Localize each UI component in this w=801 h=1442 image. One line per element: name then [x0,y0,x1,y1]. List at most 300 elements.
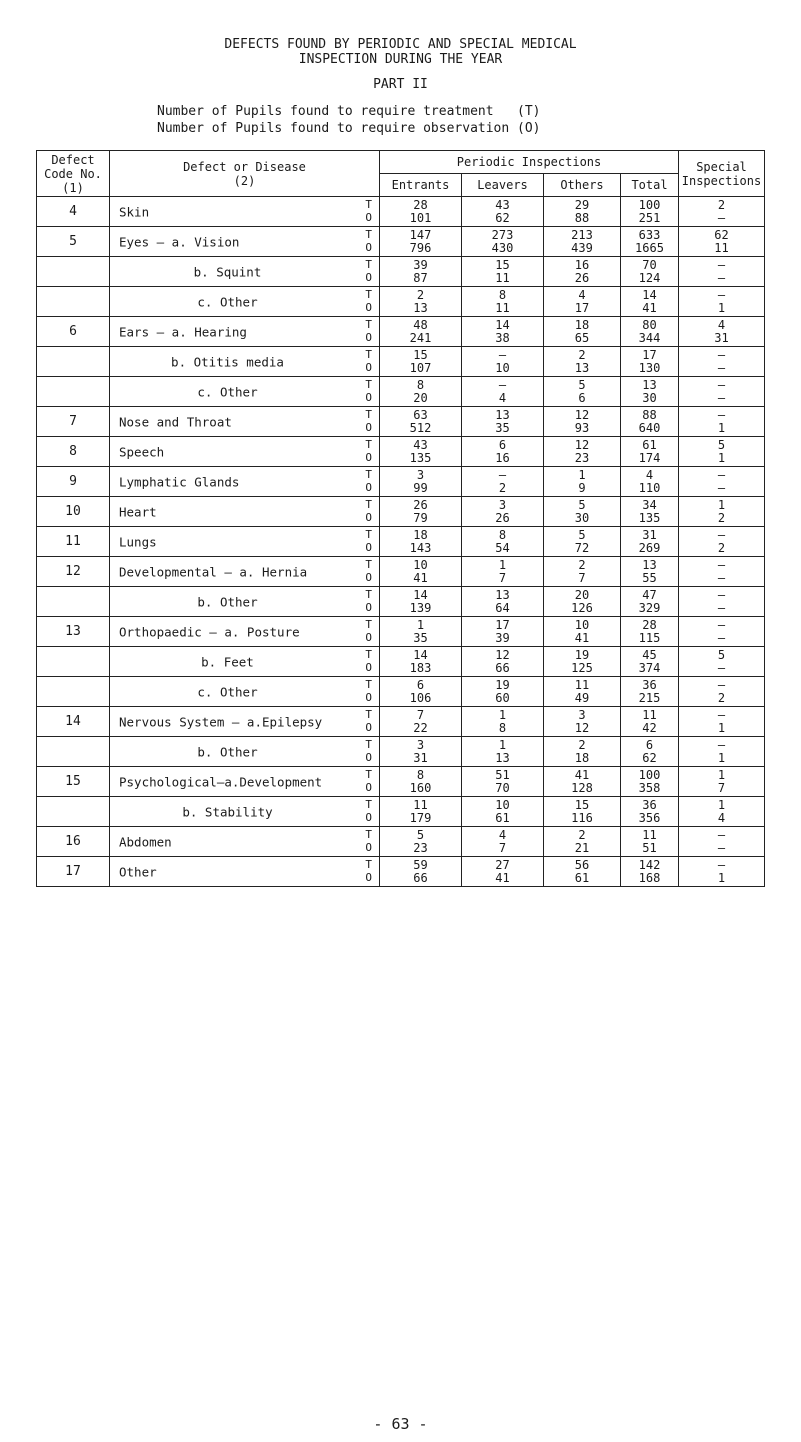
total-treatment-value: 31 [642,527,657,542]
treatment-marker: T [365,228,372,241]
leavers-cell [462,467,544,497]
total-cell [621,557,679,587]
defect-name: b. Feet [201,654,254,669]
observation-marker: O [365,781,372,794]
others-cell [544,197,621,227]
others-treatment-value: 12 [574,437,590,452]
defect-code: 7 [37,407,110,437]
others-cell [544,407,621,437]
observation-marker: O [365,361,372,374]
defect-code [37,797,110,827]
special-observation-value: 2 [717,510,726,525]
total-cell [621,257,679,287]
others-cell [544,227,621,257]
table-row [37,707,765,737]
to-markers [365,198,372,224]
to-markers [365,618,372,644]
total-treatment-value: 100 [638,767,661,782]
entrants-treatment-value: 6 [416,677,425,692]
others-treatment-value: 2 [578,827,586,842]
special-treatment-value: – [717,347,726,362]
entrants-observation-value: 160 [409,780,432,795]
others-observation-value: 65 [574,330,590,345]
treatment-marker: T [365,558,372,571]
special-treatment-value: 5 [717,437,726,452]
total-observation-value: 1665 [635,240,664,255]
total-cell [621,197,679,227]
entrants-treatment-value: 26 [413,497,428,512]
to-markers [365,408,372,434]
entrants-observation-value: 143 [409,540,432,555]
entrants-treatment-value: 1 [416,617,425,632]
defect-code [37,347,110,377]
leavers-treatment-value: 13 [495,587,510,602]
others-cell [544,617,621,647]
others-cell [544,527,621,557]
leavers-cell [462,587,544,617]
others-observation-value: 13 [574,360,590,375]
leavers-observation-value: 10 [495,360,510,375]
special-treatment-value: – [717,827,726,842]
entrants-treatment-value: 10 [413,557,428,572]
header-special: Special Inspections [679,151,765,197]
entrants-observation-value: 79 [413,510,428,525]
defect-code: 14 [37,707,110,737]
defect-name: b. Other [197,594,258,609]
total-treatment-value: 28 [642,617,657,632]
defect-code [37,287,110,317]
total-cell [621,467,679,497]
others-treatment-value: 20 [574,587,590,602]
entrants-observation-value: 106 [409,690,432,705]
special-cell [679,557,765,587]
entrants-observation-value: 101 [409,210,432,225]
entrants-observation-value: 183 [409,660,432,675]
others-cell [544,557,621,587]
total-observation-value: 329 [638,600,661,615]
leavers-cell [462,557,544,587]
observation-marker: O [365,841,372,854]
others-treatment-value: 19 [574,647,590,662]
total-cell [621,317,679,347]
leavers-observation-value: 70 [495,780,510,795]
special-cell [679,527,765,557]
leavers-treatment-value: 8 [498,527,507,542]
defect-code: 11 [37,527,110,557]
total-observation-value: 62 [642,750,657,765]
special-observation-value: 1 [717,750,726,765]
table-row [37,677,765,707]
observation-marker: O [365,661,372,674]
others-cell [544,857,621,887]
defect-name: b. Stability [182,804,273,819]
special-observation-value: – [717,840,726,855]
leavers-treatment-value: 12 [495,647,510,662]
part-label: PART II [373,77,428,92]
table-row [37,527,765,557]
table-row [37,317,765,347]
leavers-treatment-value: – [498,347,507,362]
treatment-marker: T [365,408,372,421]
defect-code [37,677,110,707]
defect-name: b. Other [197,744,258,759]
leavers-observation-value: 61 [495,810,510,825]
special-cell [679,317,765,347]
total-cell [621,707,679,737]
special-treatment-value: 2 [717,197,726,212]
leavers-observation-value: 66 [495,660,510,675]
header-entrants: Entrants [380,174,462,197]
entrants-observation-value: 66 [413,870,428,885]
entrants-treatment-value: 15 [413,347,428,362]
entrants-observation-value: 31 [413,750,428,765]
special-treatment-value: 1 [717,767,726,782]
special-cell [679,407,765,437]
entrants-observation-value: 135 [409,450,432,465]
special-observation-value: 1 [717,420,726,435]
total-treatment-value: 4 [645,467,654,482]
others-observation-value: 126 [571,600,593,615]
total-observation-value: 51 [642,840,657,855]
others-observation-value: 116 [571,810,593,825]
leavers-observation-value: 13 [495,750,510,765]
special-observation-value: – [717,270,726,285]
defect-name: Psychological–a.Development [119,774,323,789]
special-cell [679,797,765,827]
observation-marker: O [365,211,372,224]
special-cell [679,287,765,317]
observation-marker: O [365,481,372,494]
to-markers [365,498,372,524]
defect-cell [110,587,380,617]
leavers-treatment-value: 10 [495,797,510,812]
to-markers [365,558,372,584]
treatment-marker: T [365,858,372,871]
treatment-marker: T [365,318,372,331]
defect-cell [110,467,380,497]
leavers-observation-value: 26 [495,510,510,525]
total-observation-value: 269 [638,540,661,555]
defects-table [36,150,765,887]
entrants-observation-value: 139 [409,600,432,615]
leavers-cell [462,617,544,647]
total-observation-value: 55 [642,570,657,585]
total-cell [621,407,679,437]
entrants-cell [380,287,462,317]
to-markers [365,858,372,884]
defect-name: b. Otitis media [171,354,284,369]
others-cell [544,347,621,377]
special-treatment-value: 1 [717,497,726,512]
defect-cell [110,437,380,467]
defect-code: 12 [37,557,110,587]
special-treatment-value: 5 [717,647,726,662]
entrants-observation-value: 512 [409,420,432,435]
observation-marker: O [365,331,372,344]
total-observation-value: 30 [642,390,657,405]
entrants-observation-value: 99 [413,480,428,495]
table-row [37,257,765,287]
total-observation-value: 344 [638,330,661,345]
header-others: Others [544,174,621,197]
entrants-treatment-value: 11 [413,797,428,812]
total-observation-value: 168 [638,870,661,885]
entrants-cell [380,257,462,287]
leavers-cell [462,347,544,377]
to-markers [365,648,372,674]
defect-cell [110,857,380,887]
others-treatment-value: 2 [578,347,586,362]
header-leavers: Leavers [462,174,544,197]
total-observation-value: 124 [638,270,661,285]
entrants-cell [380,467,462,497]
special-cell [679,737,765,767]
leavers-cell [462,437,544,467]
entrants-treatment-value: 14 [413,587,428,602]
legend [157,103,541,137]
table-row [37,227,765,257]
leavers-cell [462,767,544,797]
others-observation-value: 30 [574,510,590,525]
total-cell [621,227,679,257]
total-cell [621,377,679,407]
entrants-treatment-value: 59 [413,857,428,872]
others-observation-value: 439 [571,240,593,255]
to-markers [365,708,372,734]
leavers-cell [462,857,544,887]
others-treatment-value: 4 [578,287,586,302]
defect-cell [110,617,380,647]
others-cell [544,587,621,617]
total-treatment-value: 36 [642,797,657,812]
others-cell [544,467,621,497]
observation-marker: O [365,691,372,704]
defect-cell [110,707,380,737]
others-observation-value: 88 [574,210,590,225]
to-markers [365,288,372,314]
leavers-cell [462,407,544,437]
special-treatment-value: 1 [717,797,726,812]
treatment-marker: T [365,738,372,751]
total-treatment-value: 45 [642,647,657,662]
observation-marker: O [365,391,372,404]
total-cell [621,737,679,767]
defect-code [37,587,110,617]
leavers-cell [462,317,544,347]
table-row [37,857,765,887]
defect-cell [110,197,380,227]
leavers-observation-value: 38 [495,330,510,345]
defect-name: Other [119,864,157,879]
leavers-observation-value: 4 [498,390,507,405]
entrants-cell [380,377,462,407]
total-observation-value: 356 [638,810,661,825]
leavers-observation-value: 41 [495,870,510,885]
leavers-cell [462,497,544,527]
total-cell [621,797,679,827]
to-markers [365,588,372,614]
to-markers [365,768,372,794]
entrants-treatment-value: 2 [416,287,425,302]
treatment-marker: T [365,198,372,211]
special-observation-value: 2 [717,690,726,705]
defect-cell [110,767,380,797]
to-markers [365,468,372,494]
special-treatment-value: – [717,527,726,542]
entrants-cell [380,227,462,257]
leavers-cell [462,287,544,317]
entrants-observation-value: 41 [413,570,428,585]
observation-marker: O [365,271,372,284]
others-cell [544,737,621,767]
others-treatment-value: 29 [574,197,590,212]
others-treatment-value: 2 [578,557,586,572]
special-cell [679,437,765,467]
observation-marker: O [365,871,372,884]
table-row [37,287,765,317]
special-cell [679,827,765,857]
treatment-marker: T [365,828,372,841]
entrants-cell [380,197,462,227]
leavers-observation-value: 11 [495,270,510,285]
total-observation-value: 42 [642,720,657,735]
others-observation-value: 23 [574,450,590,465]
others-treatment-value: 10 [574,617,590,632]
defect-cell [110,377,380,407]
others-treatment-value: 1 [578,467,586,482]
total-treatment-value: 100 [638,197,661,212]
to-markers [365,528,372,554]
special-cell [679,617,765,647]
defect-code [37,257,110,287]
leavers-treatment-value: 6 [498,437,507,452]
others-cell [544,257,621,287]
defect-cell [110,347,380,377]
leavers-cell [462,737,544,767]
total-treatment-value: 13 [642,377,657,392]
total-treatment-value: 47 [642,587,657,602]
to-markers [365,378,372,404]
total-treatment-value: 13 [642,557,657,572]
to-markers [365,228,372,254]
entrants-observation-value: 179 [409,810,432,825]
others-observation-value: 93 [574,420,590,435]
header-periodic: Periodic Inspections [380,151,679,174]
others-observation-value: 49 [574,690,590,705]
special-treatment-value: – [717,287,726,302]
special-cell [679,647,765,677]
leavers-treatment-value: 14 [495,317,510,332]
to-markers [365,258,372,284]
defect-code [37,737,110,767]
to-markers [365,438,372,464]
entrants-cell [380,557,462,587]
special-treatment-value: – [717,587,726,602]
entrants-cell [380,647,462,677]
treatment-marker: T [365,798,372,811]
total-cell [621,437,679,467]
table-row [37,737,765,767]
defect-cell [110,287,380,317]
leavers-treatment-value: 17 [495,617,510,632]
observation-marker: O [365,631,372,644]
observation-marker: O [365,451,372,464]
entrants-cell [380,407,462,437]
table-row [37,647,765,677]
defect-code: 13 [37,617,110,647]
special-treatment-value: – [717,557,726,572]
special-treatment-value: – [717,467,726,482]
others-treatment-value: 15 [574,797,590,812]
total-cell [621,767,679,797]
total-treatment-value: 70 [642,257,657,272]
special-observation-value: 31 [714,330,729,345]
defect-name: Speech [119,444,165,459]
defect-name: Abdomen [119,834,172,849]
total-treatment-value: 36 [642,677,657,692]
defect-name: c. Other [197,684,258,699]
leavers-treatment-value: 273 [491,227,514,242]
leavers-treatment-value: 27 [495,857,510,872]
total-cell [621,497,679,527]
defect-code: 4 [37,197,110,227]
entrants-cell [380,347,462,377]
table-row [37,407,765,437]
entrants-cell [380,767,462,797]
table-row [37,497,765,527]
leavers-cell [462,707,544,737]
treatment-marker: T [365,258,372,271]
treatment-marker: T [365,438,372,451]
to-markers [365,798,372,824]
others-cell [544,647,621,677]
header-disease: Defect or Disease (2) [110,151,380,197]
entrants-cell [380,317,462,347]
entrants-treatment-value: 63 [413,407,428,422]
leavers-cell [462,527,544,557]
entrants-treatment-value: 48 [413,317,428,332]
entrants-treatment-value: 43 [413,437,428,452]
total-treatment-value: 17 [642,347,657,362]
leavers-observation-value: 430 [491,240,514,255]
leavers-cell [462,677,544,707]
total-treatment-value: 14 [642,287,657,302]
total-treatment-value: 11 [642,707,657,722]
to-markers [365,318,372,344]
observation-marker: O [365,571,372,584]
total-treatment-value: 61 [642,437,657,452]
total-cell [621,857,679,887]
title-line-2: INSPECTION DURING THE YEAR [298,52,503,67]
entrants-treatment-value: 18 [413,527,428,542]
total-cell [621,287,679,317]
treatment-marker: T [365,468,372,481]
leavers-treatment-value: 43 [495,197,510,212]
observation-marker: O [365,601,372,614]
others-cell [544,317,621,347]
leavers-observation-value: 35 [495,420,510,435]
entrants-cell [380,797,462,827]
defect-name: Lymphatic Glands [119,474,240,489]
table-row [37,437,765,467]
defect-code [37,377,110,407]
special-observation-value: – [717,210,726,225]
entrants-cell [380,737,462,767]
entrants-observation-value: 107 [409,360,432,375]
table-body [37,197,765,887]
special-observation-value: 11 [714,240,729,255]
defect-code: 15 [37,767,110,797]
